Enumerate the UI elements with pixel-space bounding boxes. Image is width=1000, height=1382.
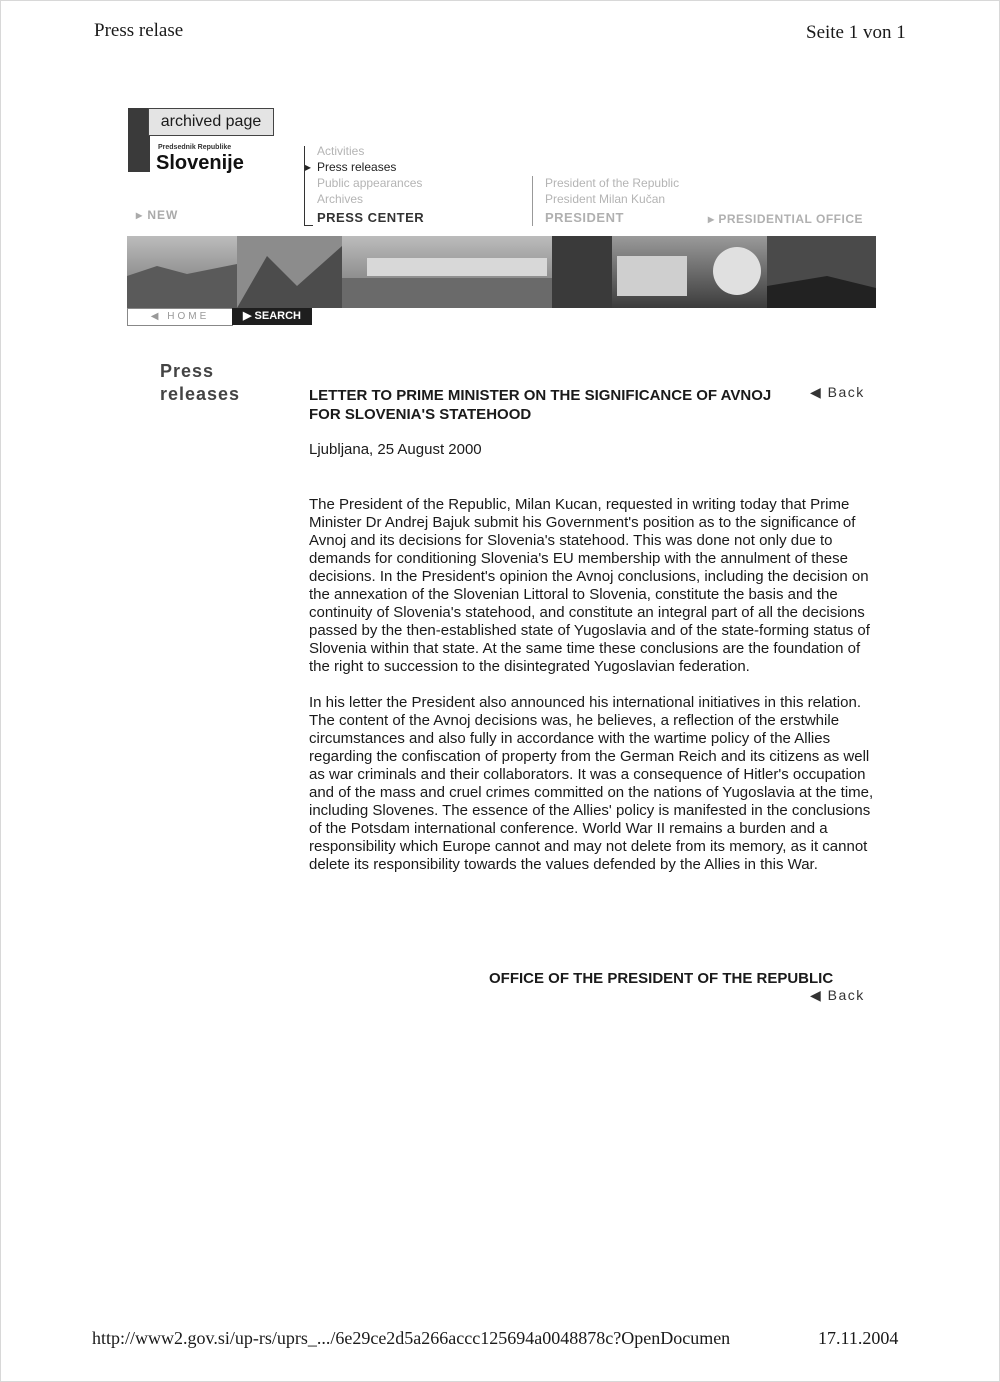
- triangle-right-icon: ▸: [708, 212, 719, 226]
- section-title-line2: releases: [160, 384, 241, 404]
- logo-bar: [128, 108, 150, 172]
- article-paragraph: In his letter the President also announced his international initiatives in this relation. The content of the Avnoj decisions was, he believes, a reflection of the erstwhile circumstances and also fully in accordance with the wartime policy of the Allies regarding the confiscation of property from the German Reich and its citizens as well as war criminals and their collaborators. It was a consequence of Hitler's occupation and of the mass and cruel crimes committed on the nations of Yugoslavia at the time, including Slovenes. The essence of the Allies' policy is manifested in the conclusions of the Potsdam international conference. World War II remains a burden and a responsibility which Europe cannot and may not delete from its memory, as it cannot delete its responsibility towards the values defended by the Allies in this War.: [309, 694, 874, 873]
- print-footer-url: http://www2.gov.si/up-rs/uprs_.../6e29ce2d5a266accc125694a0048878c?OpenDocumen: [92, 1328, 731, 1348]
- nav-item-archives[interactable]: Archives: [317, 192, 364, 206]
- banner-photo-strip: [127, 236, 876, 308]
- president-nav: [532, 176, 693, 226]
- nav-item-press-releases[interactable]: ▸ Press releases: [317, 160, 396, 174]
- triangle-right-icon: ▶: [243, 310, 255, 322]
- triangle-left-icon: ◀: [810, 384, 828, 400]
- article-dateline: Ljubljana, 25 August 2000: [309, 441, 482, 458]
- article-paragraph: The President of the Republic, Milan Kucan, requested in writing today that Prime Minister Dr Andrej Bajuk submit his Government's position as to the significance of Avnoj and its decisions for Slovenia's statehood. This was done not only due to demands for conditioning Slovenia's EU membership with the annulment of these decisions. In the President's opinion the Avnoj conclusions, including the decision on the annexation of the Slovenian Littoral to Slovenia, constitute the basis and the continuity of Slovenia's statehood, and constitute an integral part of all the decisions passed by the then-established state of Yugoslavia and of the state-forming status of Slovenia within that state. At the same time these conclusions are the foundation of the right to succession to the disintegrated Yugoslavian federation.: [309, 496, 870, 675]
- back-label: Back: [827, 987, 865, 1003]
- triangle-right-icon: ▸: [136, 208, 148, 222]
- back-link-bottom[interactable]: [810, 987, 865, 1004]
- triangle-left-icon: ◀: [150, 311, 168, 322]
- article-title: LETTER TO PRIME MINISTER ON THE SIGNIFICANCE OF AVNOJ FOR SLOVENIA'S STATEHOOD: [309, 387, 772, 423]
- press-center-nav: [304, 146, 455, 226]
- print-header-page: Seite 1 von 1: [806, 22, 906, 43]
- nav-new-link[interactable]: [136, 208, 178, 222]
- nav-new-label: NEW: [147, 208, 179, 222]
- archived-page-badge: archived page: [148, 108, 274, 136]
- search-button[interactable]: [232, 308, 312, 325]
- print-footer-date: 17.11.2004: [818, 1328, 899, 1348]
- article-body: [309, 496, 877, 892]
- back-link-top[interactable]: [810, 384, 865, 401]
- nav-item-president-kucan[interactable]: President Milan Kučan: [545, 192, 666, 206]
- nav-item-president-republic[interactable]: President of the Republic: [545, 176, 680, 190]
- nav-item-activities[interactable]: Activities: [317, 144, 365, 158]
- home-button[interactable]: [127, 308, 233, 326]
- nav-president[interactable]: PRESIDENT: [545, 210, 624, 225]
- nav-item-public-appearances[interactable]: Public appearances: [317, 176, 423, 190]
- site-logo[interactable]: [128, 108, 276, 172]
- nav-divider: [305, 225, 313, 226]
- back-label: Back: [827, 384, 865, 400]
- triangle-left-icon: ◀: [810, 987, 828, 1003]
- section-title-line1: Press: [160, 361, 215, 381]
- section-title: [160, 360, 260, 406]
- article-signature: OFFICE OF THE PRESIDENT OF THE REPUBLIC: [489, 970, 834, 987]
- nav-press-center[interactable]: PRESS CENTER: [317, 210, 425, 225]
- header-photo-banner: [127, 236, 876, 308]
- print-header-title: Press relase: [94, 20, 184, 41]
- home-label: HOME: [167, 311, 210, 322]
- nav-office-label: PRESIDENTIAL OFFICE: [718, 212, 863, 226]
- logo-title: Slovenije: [156, 152, 244, 174]
- search-label: SEARCH: [254, 310, 301, 322]
- logo-subtitle: Predsednik Republike: [158, 144, 232, 151]
- nav-presidential-office[interactable]: [708, 212, 863, 226]
